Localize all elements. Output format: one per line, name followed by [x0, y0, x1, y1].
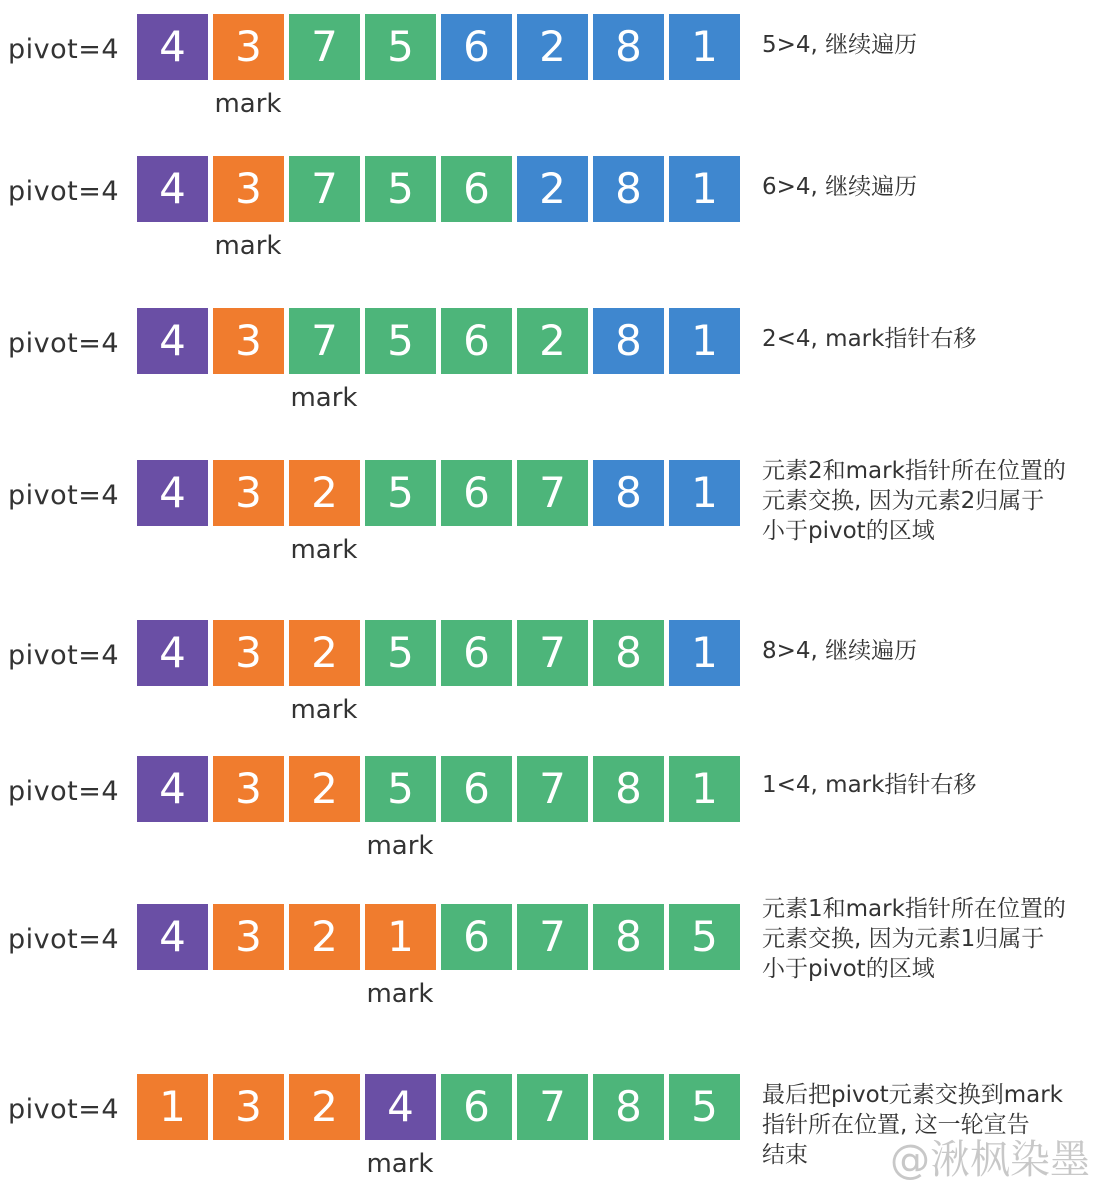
- mark-pointer-label: mark: [366, 979, 434, 1009]
- array-cell: 8: [593, 460, 664, 526]
- array-cell: 7: [289, 308, 360, 374]
- mark-pointer-label: mark: [214, 89, 282, 119]
- mark-pointer-label: mark: [290, 383, 358, 413]
- array-cells: [137, 460, 741, 526]
- array-cell: 7: [517, 904, 588, 970]
- array-cell: 2: [517, 156, 588, 222]
- step-note: 2<4, mark指针右移: [762, 326, 977, 352]
- pivot-label: pivot=4: [8, 328, 120, 359]
- array-cell: 5: [365, 756, 436, 822]
- array-cell: 1: [137, 1074, 208, 1140]
- array-cell: 3: [213, 156, 284, 222]
- array-cell: 6: [441, 14, 512, 80]
- array-cell: 8: [593, 308, 664, 374]
- array-cell: 3: [213, 14, 284, 80]
- array-cell: 3: [213, 308, 284, 374]
- step-note: 8>4, 继续遍历: [762, 638, 918, 664]
- mark-pointer-label: mark: [290, 695, 358, 725]
- array-cell: 1: [669, 308, 740, 374]
- array-cell: 6: [441, 1074, 512, 1140]
- pivot-label: pivot=4: [8, 776, 120, 807]
- mark-pointer-label: mark: [366, 831, 434, 861]
- array-cell: 6: [441, 308, 512, 374]
- array-cell: 8: [593, 14, 664, 80]
- step-note: 6>4, 继续遍历: [762, 174, 918, 200]
- array-cell: 1: [365, 904, 436, 970]
- array-cell: 2: [517, 308, 588, 374]
- array-cell: 3: [213, 756, 284, 822]
- array-cell: 8: [593, 1074, 664, 1140]
- array-cell: 6: [441, 904, 512, 970]
- array-cell: 5: [365, 460, 436, 526]
- array-cell: 4: [137, 460, 208, 526]
- array-cell: 5: [365, 620, 436, 686]
- watermark: @湫枫染墨: [890, 1137, 1090, 1183]
- array-cells: [137, 308, 741, 374]
- array-cell: 5: [365, 14, 436, 80]
- array-cell: 6: [441, 460, 512, 526]
- array-cell: 4: [365, 1074, 436, 1140]
- array-cell: 6: [441, 620, 512, 686]
- array-cell: 1: [669, 620, 740, 686]
- array-cell: 2: [289, 460, 360, 526]
- array-cell: 4: [137, 756, 208, 822]
- array-cell: 5: [365, 156, 436, 222]
- array-cell: 3: [213, 1074, 284, 1140]
- array-cells: [137, 156, 741, 222]
- step-note: 元素1和mark指针所在位置的 元素交换, 因为元素1归属于 小于pivot的区域: [762, 896, 1066, 982]
- array-cell: 8: [593, 156, 664, 222]
- array-cell: 5: [669, 1074, 740, 1140]
- pivot-label: pivot=4: [8, 176, 120, 207]
- array-cell: 7: [517, 1074, 588, 1140]
- array-cell: 8: [593, 904, 664, 970]
- array-cell: 3: [213, 904, 284, 970]
- array-cells: [137, 14, 741, 80]
- array-cell: 2: [289, 620, 360, 686]
- pivot-label: pivot=4: [8, 480, 120, 511]
- array-cell: 4: [137, 156, 208, 222]
- step-note: 1<4, mark指针右移: [762, 772, 977, 798]
- array-cell: 8: [593, 620, 664, 686]
- step-note: 5>4, 继续遍历: [762, 32, 918, 58]
- array-cell: 1: [669, 156, 740, 222]
- array-cell: 4: [137, 620, 208, 686]
- array-cell: 8: [593, 756, 664, 822]
- step-note: 元素2和mark指针所在位置的 元素交换, 因为元素2归属于 小于pivot的区域: [762, 458, 1066, 544]
- pivot-label: pivot=4: [8, 924, 120, 955]
- array-cells: [137, 904, 741, 970]
- array-cell: 7: [289, 14, 360, 80]
- array-cell: 2: [517, 14, 588, 80]
- array-cell: 3: [213, 620, 284, 686]
- array-cell: 2: [289, 756, 360, 822]
- array-cell: 1: [669, 756, 740, 822]
- pivot-label: pivot=4: [8, 1094, 120, 1125]
- array-cell: 6: [441, 156, 512, 222]
- array-cell: 6: [441, 756, 512, 822]
- array-cell: 7: [517, 620, 588, 686]
- mark-pointer-label: mark: [366, 1149, 434, 1179]
- array-cell: 2: [289, 904, 360, 970]
- array-cell: 7: [517, 460, 588, 526]
- array-cell: 7: [289, 156, 360, 222]
- array-cell: 4: [137, 14, 208, 80]
- step-note: 最后把pivot元素交换到mark 指针所在位置, 这一轮宣告 结束: [762, 1082, 1063, 1168]
- array-cells: [137, 756, 741, 822]
- pivot-label: pivot=4: [8, 34, 120, 65]
- mark-pointer-label: mark: [214, 231, 282, 261]
- array-cell: 2: [289, 1074, 360, 1140]
- array-cell: 5: [365, 308, 436, 374]
- array-cell: 5: [669, 904, 740, 970]
- pivot-label: pivot=4: [8, 640, 120, 671]
- array-cells: [137, 1074, 741, 1140]
- array-cells: [137, 620, 741, 686]
- mark-pointer-label: mark: [290, 535, 358, 565]
- array-cell: 7: [517, 756, 588, 822]
- array-cell: 1: [669, 460, 740, 526]
- array-cell: 4: [137, 904, 208, 970]
- array-cell: 1: [669, 14, 740, 80]
- array-cell: 3: [213, 460, 284, 526]
- array-cell: 4: [137, 308, 208, 374]
